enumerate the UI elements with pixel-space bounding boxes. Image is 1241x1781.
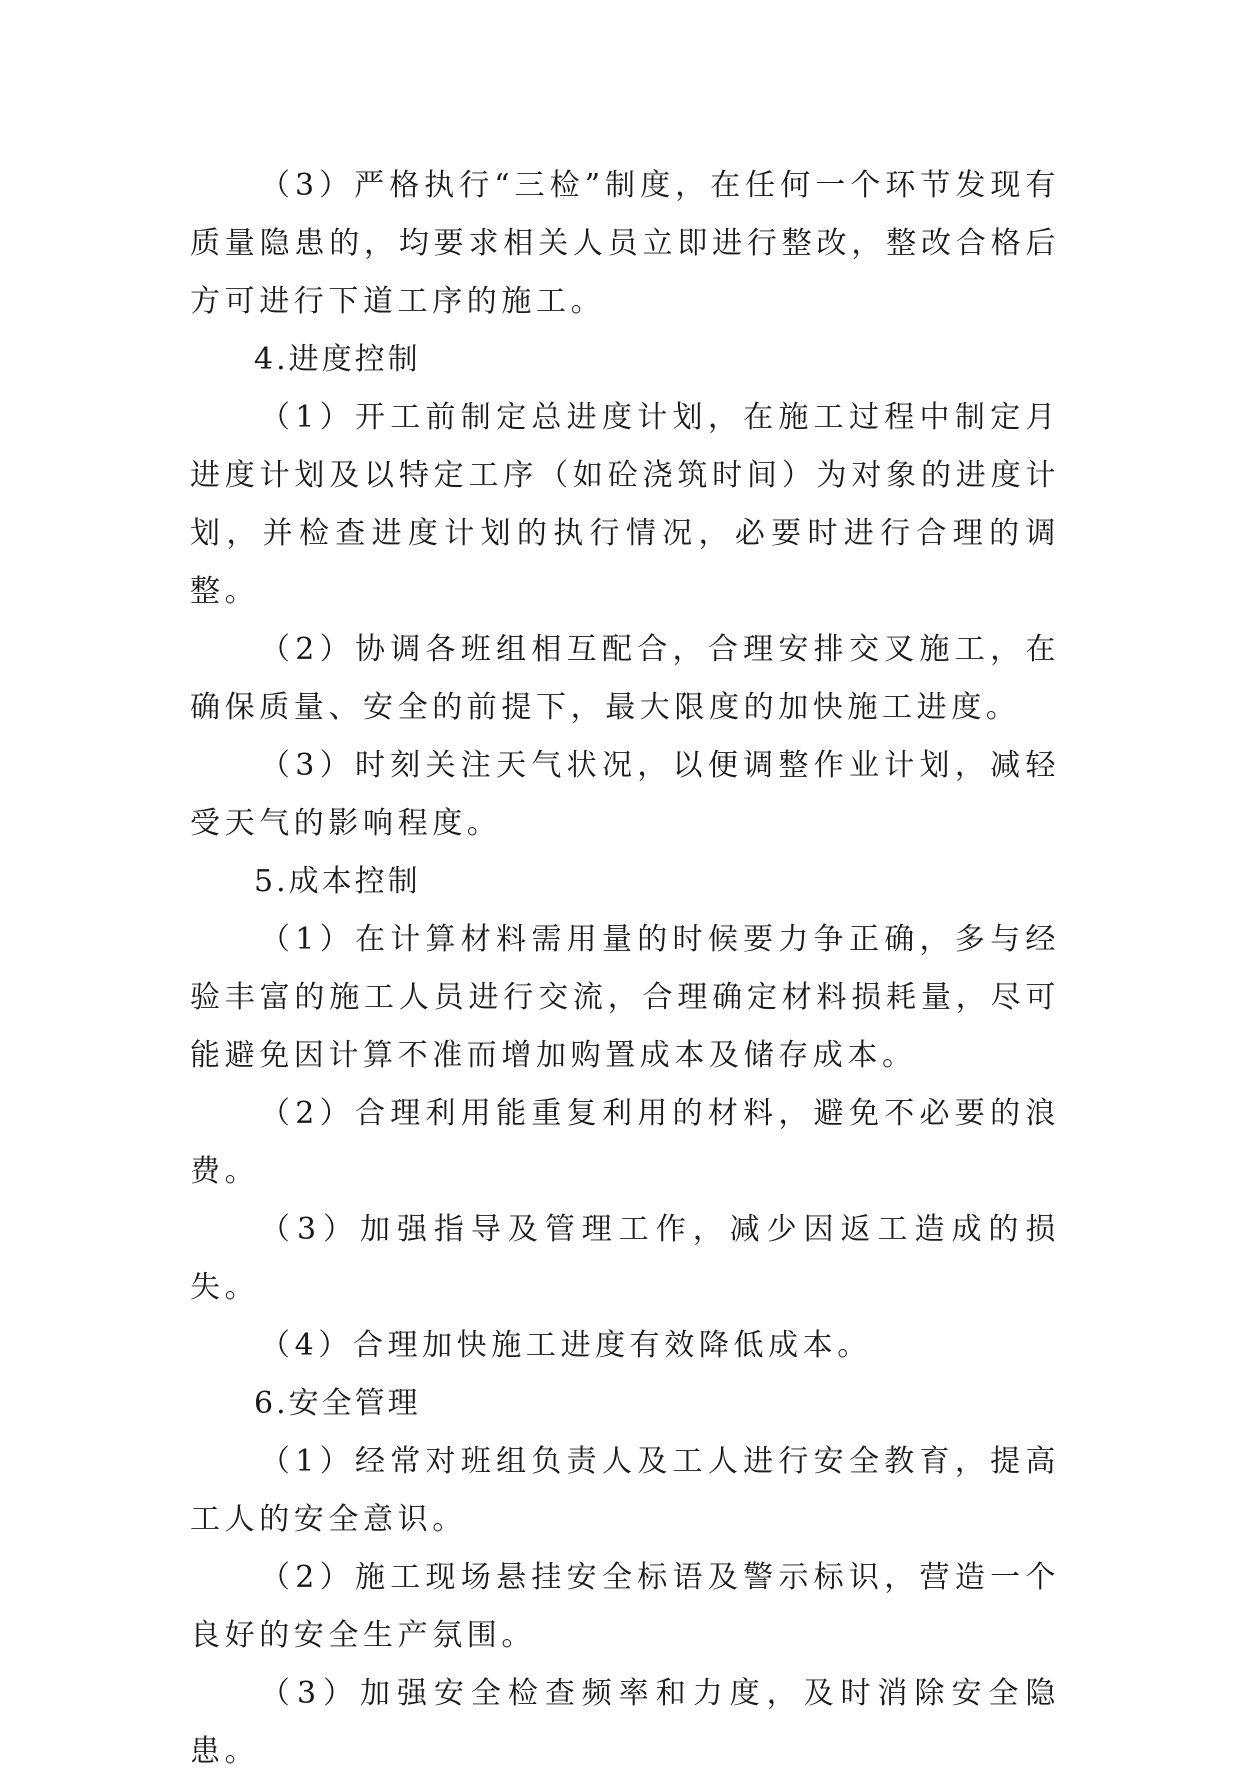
paragraph-safety-signs: （2）施工现场悬挂安全标语及警示标识，营造一个良好的安全生产氛围。	[190, 1560, 1060, 1653]
paragraph-speed-up-progress: （4）合理加快施工进度有效降低成本。	[260, 1328, 872, 1363]
paragraph-guidance-management: （3）加强指导及管理工作，减少因返工造成的损失。	[190, 1212, 1060, 1305]
paragraph-team-coordination: （2）协调各班组相互配合，合理安排交叉施工，在确保质量、安全的前提下，最大限度的加快施工进度。	[190, 632, 1060, 725]
paragraph-safety-inspection: （3）加强安全检查频率和力度，及时消除安全隐患。	[190, 1676, 1060, 1769]
paragraph-material-reuse: （2）合理利用能重复利用的材料，避免不必要的浪费。	[190, 1096, 1060, 1189]
section-heading-schedule-control: 4.进度控制	[254, 342, 421, 377]
paragraph-three-inspections: （3）严格执行“三检”制度，在任何一个环节发现有质量隐患的，均要求相关人员立即进行整改，整改合格后方可进行下道工序的施工。	[190, 168, 1060, 319]
paragraph-schedule-plan: （1）开工前制定总进度计划，在施工过程中制定月进度计划及以特定工序（如砼浇筑时间）为对象的进度计划，并检查进度计划的执行情况，必要时进行合理的调整。	[190, 400, 1060, 609]
paragraph-material-calculation: （1）在计算材料需用量的时候要力争正确，多与经验丰富的施工人员进行交流，合理确定材料损耗量，尽可能避免因计算不准而增加购置成本及储存成本。	[190, 922, 1060, 1073]
paragraph-weather-watch: （3）时刻关注天气状况，以便调整作业计划，减轻受天气的影响程度。	[190, 748, 1060, 841]
section-heading-cost-control: 5.成本控制	[254, 864, 421, 899]
section-heading-safety-management: 6.安全管理	[254, 1386, 421, 1421]
paragraph-safety-education: （1）经常对班组负责人及工人进行安全教育，提高工人的安全意识。	[190, 1444, 1060, 1537]
document-body	[190, 157, 1060, 1781]
